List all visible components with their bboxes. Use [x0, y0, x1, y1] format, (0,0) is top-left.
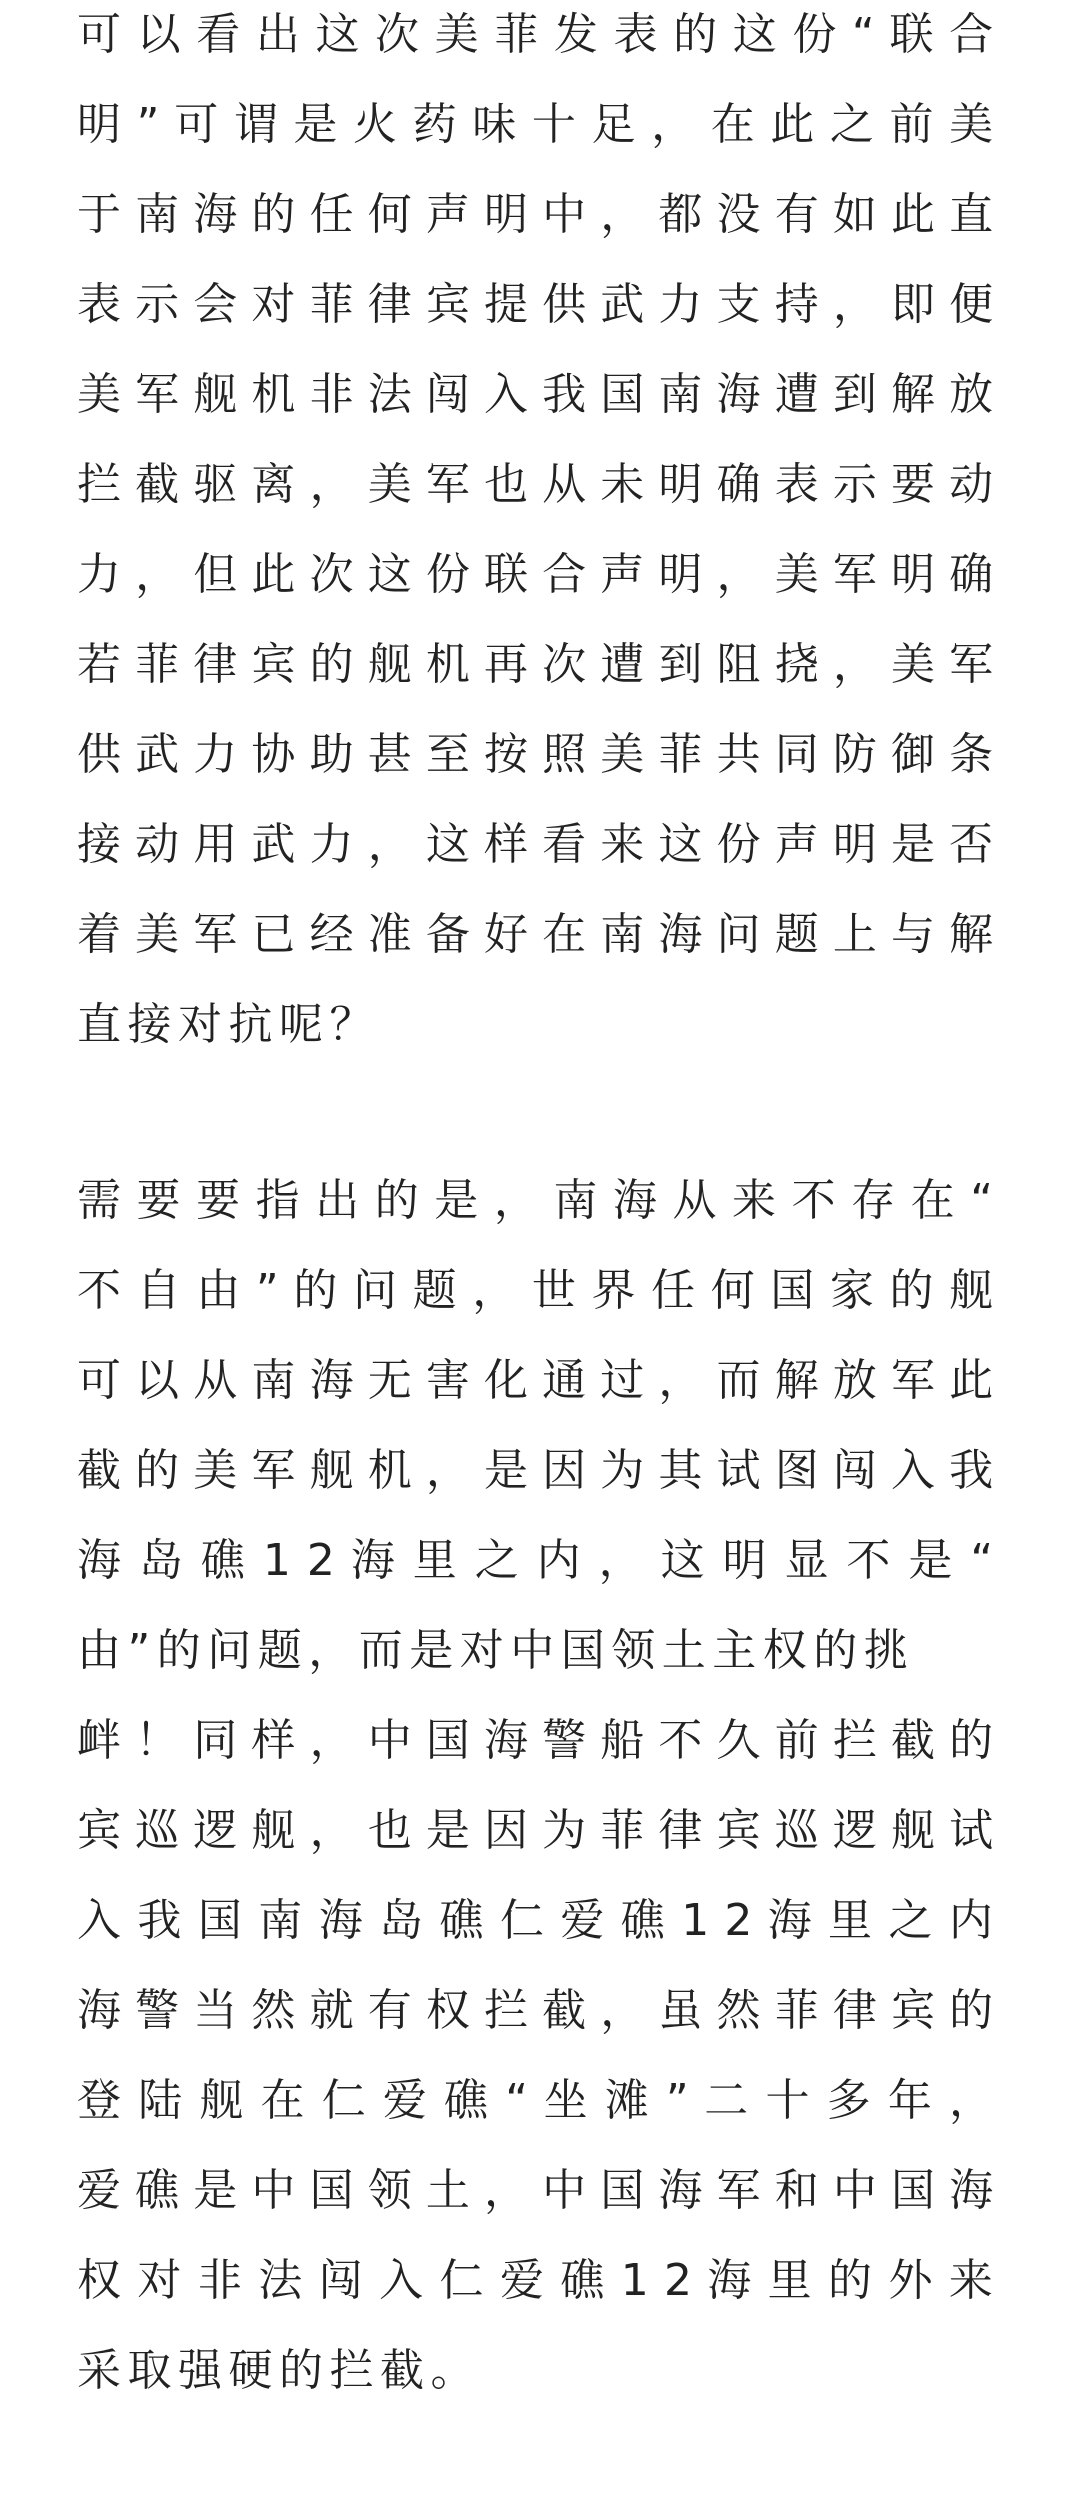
text-line: 海 岛 礁 1 2 海 里 之 内 ， 这 明 显 不 是 “ [77, 1535, 993, 1586]
text-line: 不 自 由 ” 的 问 题 ， 世 界 任 何 国 家 的 舰 [77, 1265, 993, 1316]
text-line: 权 对 非 法 闯 入 仁 爱 礁 1 2 海 里 的 外 来 [77, 2255, 993, 2306]
text-line: 由”的问题，而是对中国领土主权的挑 [77, 1625, 915, 1676]
text-line: 宾 巡 逻 舰 ， 也 是 因 为 菲 律 宾 巡 逻 舰 试 [77, 1805, 993, 1856]
text-line: 美 军 舰 机 非 法 闯 入 我 国 南 海 遭 到 解 放 [77, 369, 993, 420]
text-line: 可 以 从 南 海 无 害 化 通 过 ， 而 解 放 军 此 [77, 1355, 993, 1406]
text-line: 入 我 国 南 海 岛 礁 仁 爱 礁 1 2 海 里 之 内 [77, 1895, 993, 1946]
text-line: 若 菲 律 宾 的 舰 机 再 次 遭 到 阻 挠 ， 美 军 [77, 639, 993, 690]
text-line: 直接对抗呢？ [77, 999, 380, 1050]
text-line: 登 陆 舰 在 仁 爱 礁 “ 坐 滩 ” 二 十 多 年 ， [77, 2075, 993, 2126]
text-line: 拦 截 驱 离 ， 美 军 也 从 未 明 确 表 示 要 动 [77, 459, 993, 510]
text-line: 爱 礁 是 中 国 领 土 ， 中 国 海 军 和 中 国 海 [77, 2165, 993, 2216]
text-line: 供 武 力 协 助 甚 至 按 照 美 菲 共 同 防 御 条 [77, 729, 993, 780]
text-line: 着 美 军 已 经 准 备 好 在 南 海 问 题 上 与 解 [77, 909, 993, 960]
text-line: 表 示 会 对 菲 律 宾 提 供 武 力 支 持 ， 即 便 [77, 279, 993, 330]
text-line: 于 南 海 的 任 何 声 明 中 ， 都 没 有 如 此 直 [77, 189, 993, 240]
text-line: 采取强硬的拦截。 [77, 2345, 481, 2396]
text-line: 力 ， 但 此 次 这 份 联 合 声 明 ， 美 军 明 确 [77, 549, 993, 600]
text-line: 接 动 用 武 力 ， 这 样 看 来 这 份 声 明 是 否 [77, 819, 993, 870]
text-line: 需 要 要 指 出 的 是 ， 南 海 从 来 不 存 在 “ [77, 1175, 993, 1226]
text-line: 截 的 美 军 舰 机 ， 是 因 为 其 试 图 闯 入 我 [77, 1445, 993, 1496]
text-line: 海 警 当 然 就 有 权 拦 截 ， 虽 然 菲 律 宾 的 [77, 1985, 993, 2036]
text-line: 可 以 看 出 这 次 美 菲 发 表 的 这 份 “ 联 合 [77, 9, 993, 60]
text-line: 明 ” 可 谓 是 火 药 味 十 足 ， 在 此 之 前 美 [77, 99, 993, 150]
text-line: 衅 ！ 同 样 ， 中 国 海 警 船 不 久 前 拦 截 的 [77, 1715, 993, 1766]
paragraph-1 [77, 0, 993, 1070]
article-body [77, 0, 993, 2502]
paragraph-2 [77, 1156, 993, 2416]
